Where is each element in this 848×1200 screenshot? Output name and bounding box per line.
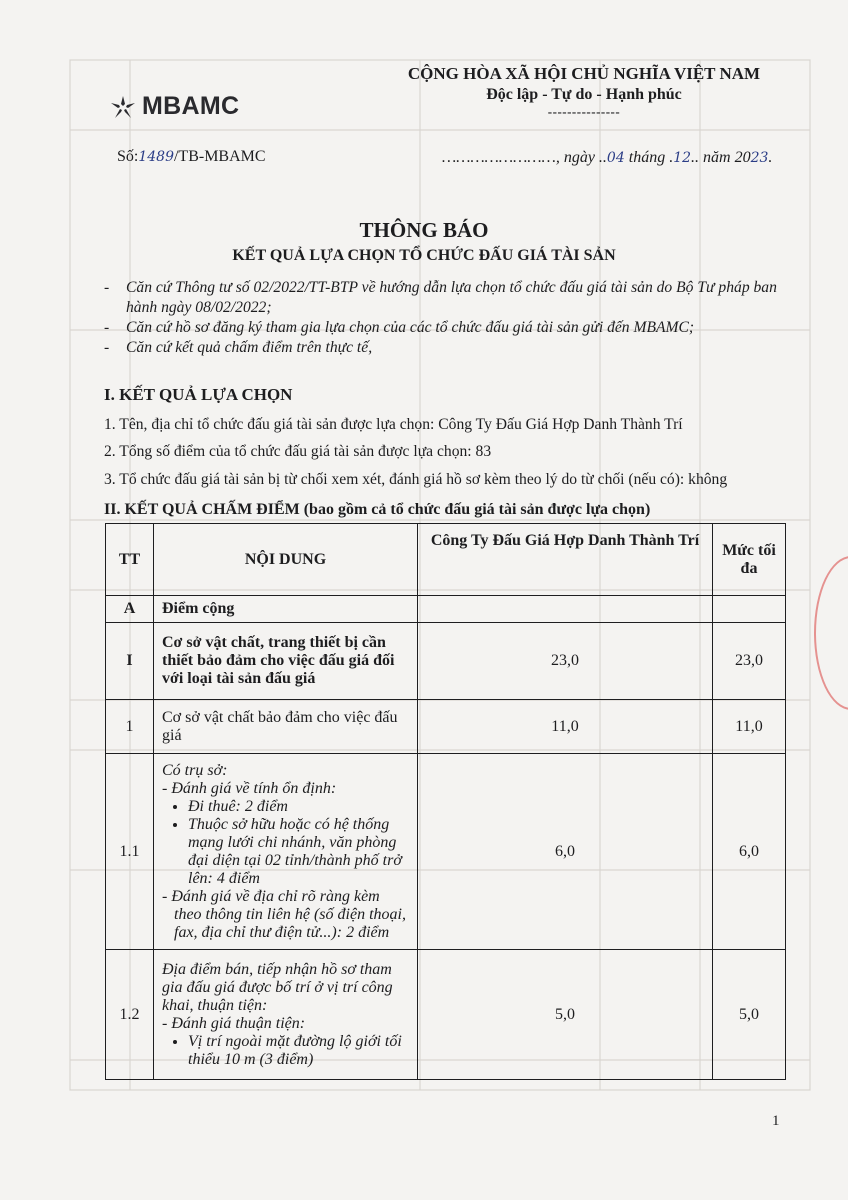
table-row	[106, 754, 786, 950]
row-1-score: 11,0	[418, 700, 713, 754]
row-1-1-max: 6,0	[713, 754, 786, 950]
header-tt: TT	[106, 524, 154, 596]
scoring-table	[105, 523, 786, 1080]
header-max: Mức tối đa	[713, 524, 786, 596]
document-title: THÔNG BÁO	[359, 218, 489, 242]
date-day: 04	[606, 150, 625, 166]
national-title: CỘNG HÒA XÃ HỘI CHỦ NGHĨA VIỆT NAM	[407, 64, 761, 83]
row-i-max: 23,0	[713, 623, 786, 700]
row-1-1-content	[154, 754, 418, 950]
list-item: • Vị trí ngoài mặt đường lộ giới tối thiểu 10 m (3 điểm)	[188, 1033, 409, 1069]
red-seal-stamp	[814, 556, 848, 710]
total-score-line: 2. Tổng số điểm của tổ chức đấu giá tài sản được lựa chọn: 83	[104, 443, 492, 460]
row-1-2-intro: Địa điểm bán, tiếp nhận hồ sơ tham gia đấu giá được bố trí ở vị trí công khai, thuận tiện:	[162, 960, 393, 1014]
star-logo-icon	[108, 94, 138, 120]
date-end: .	[768, 149, 773, 166]
row-1-max: 11,0	[713, 700, 786, 754]
legal-basis-item: - Căn cứ hồ sơ đăng ký tham gia lựa chọn của các tổ chức đấu giá tài sản gửi đến MBAMC;	[104, 319, 695, 336]
selected-organization-line: 1. Tên, địa chỉ tổ chức đấu giá tài sản được lựa chọn: Công Ty Đấu Giá Hợp Danh Thành Trí	[104, 416, 683, 433]
legal-basis-item: - Căn cứ Thông tư số 02/2022/TT-BTP về hướng dẫn lựa chọn tổ chức đấu giá tài sản do Bộ Tư pháp ban hành ngày 08/02/2022;	[104, 279, 777, 316]
national-motto: Độc lập - Tự do - Hạnh phúc	[486, 86, 682, 103]
header-content: NỘI DUNG	[154, 524, 418, 596]
row-a-tt: A	[106, 596, 154, 623]
document-subtitle: KẾT QUẢ LỰA CHỌN TỔ CHỨC ĐẤU GIÁ TÀI SẢN	[232, 247, 616, 264]
motto-underline: ---------------	[547, 104, 621, 119]
table-header-row	[106, 524, 786, 596]
section-2-heading-bold: II. KẾT QUẢ CHẤM ĐIỂM	[104, 501, 300, 518]
row-1-tt: 1	[106, 700, 154, 754]
page-number: 1	[772, 1113, 780, 1129]
header-company: Công Ty Đấu Giá Hợp Danh Thành Trí	[418, 524, 713, 596]
table-row	[106, 950, 786, 1080]
row-1-2-score: 5,0	[418, 950, 713, 1080]
row-1-1-tt: 1.1	[106, 754, 154, 950]
row-1-2-criterion-convenience: - Đánh giá thuận tiện:	[162, 1014, 306, 1032]
row-1-2-tt: 1.2	[106, 950, 154, 1080]
list-item: • Đi thuê: 2 điểm	[188, 798, 409, 816]
document-number	[117, 148, 266, 166]
table-row	[106, 700, 786, 754]
section-2-heading-rest: (bao gồm cả tổ chức đấu giá tài sản được lựa chọn)	[299, 501, 651, 518]
date-dots: ……………………, ngày ..	[442, 149, 607, 166]
rejected-organizations-line: 3. Tổ chức đấu giá tài sản bị từ chối xem xét, đánh giá hồ sơ kèm theo lý do từ chối (nếu có): không	[104, 471, 728, 488]
date-month: 12	[673, 150, 692, 166]
document-number-prefix: Số:	[117, 148, 139, 165]
row-a-max	[713, 596, 786, 623]
mbamc-logo	[108, 92, 239, 121]
row-a-content: Điểm cộng	[154, 596, 418, 623]
row-1-1-bullets	[162, 798, 409, 888]
row-1-1-criterion-address: - Đánh giá về địa chỉ rõ ràng kèm theo thông tin liên hệ (số điện thoại, fax, địa chỉ thư điện tử...): 2 điểm	[162, 887, 406, 941]
table-row	[106, 623, 786, 700]
row-1-1-score: 6,0	[418, 754, 713, 950]
row-i-score: 23,0	[418, 623, 713, 700]
date-year: 23	[750, 150, 769, 166]
row-1-1-criterion-stability: - Đánh giá về tính ổn định:	[162, 779, 337, 797]
row-1-1-intro: Có trụ sở:	[162, 761, 228, 779]
section-1-heading: I. KẾT QUẢ LỰA CHỌN	[104, 385, 293, 404]
document-number-suffix: /TB-MBAMC	[173, 148, 266, 165]
date-month-word: tháng .	[624, 149, 674, 166]
row-i-content: Cơ sở vật chất, trang thiết bị cần thiết bảo đảm cho việc đấu giá đối với loại tài sản đấu giá	[154, 623, 418, 700]
list-item: • Thuộc sở hữu hoặc có hệ thống mạng lưới chi nhánh, văn phòng đại diện tại 02 tỉnh/thành phố trở lên: 4 điểm	[188, 816, 409, 888]
document-number-handwritten: 1489	[138, 149, 174, 165]
document-date	[442, 149, 772, 167]
row-1-2-max: 5,0	[713, 950, 786, 1080]
row-1-content: Cơ sở vật chất bảo đảm cho việc đấu giá	[154, 700, 418, 754]
row-a-score	[418, 596, 713, 623]
table-row	[106, 596, 786, 623]
legal-basis-item: - Căn cứ kết quả chấm điểm trên thực tế,	[104, 339, 373, 356]
row-1-2-content	[154, 950, 418, 1080]
section-2-heading	[104, 501, 650, 519]
row-1-2-bullets	[162, 1033, 409, 1069]
legal-bases-list	[104, 278, 794, 358]
logo-text: MBAMC	[142, 92, 240, 120]
date-year-word: .. năm 20	[691, 149, 751, 166]
row-i-tt: I	[106, 623, 154, 700]
